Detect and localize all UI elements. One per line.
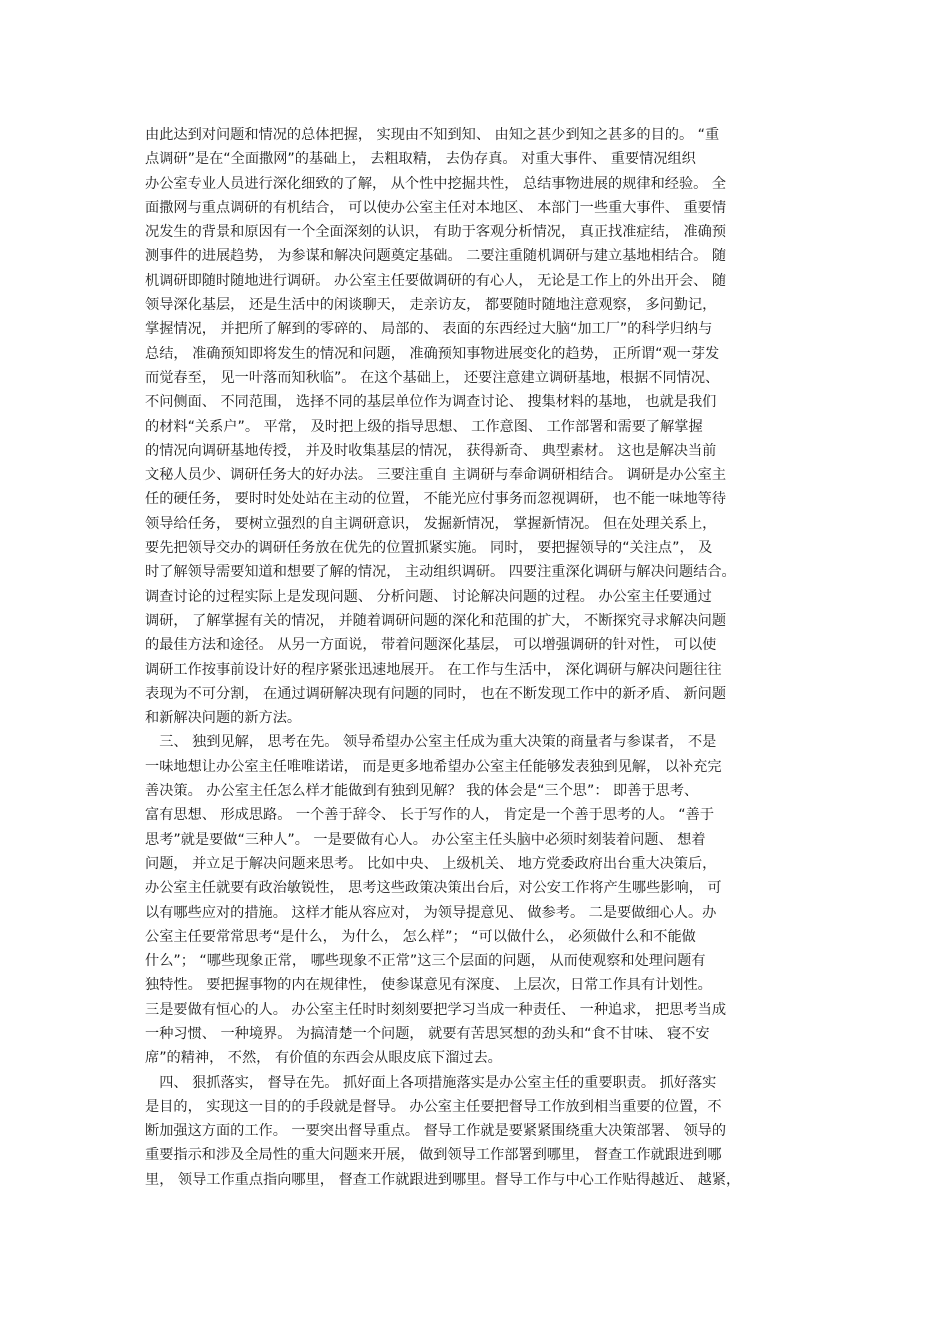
text-line: 办公室主任就要有政治敏锐性， 思考这些政策决策出台后，对公安工作将产生哪些影响， 可 <box>145 880 722 897</box>
text-line: 掌握情况， 并把所了解到的零碎的、 局部的、 表面的东西经过大脑“加工厂”的科学归纳与 <box>145 321 713 338</box>
text-line: 机调研即随时随地进行调研。 办公室主任要做调研的有心人， 无论是工作上的外出开会、 随 <box>145 272 727 289</box>
text-line: 面撒网与重点调研的有机结合， 可以使办公室主任对本地区、 本部门一些重大事件、 重要情 <box>145 199 727 216</box>
text-line: 富有思想、 形成思路。 一个善于辞令、 长于写作的人， 肯定是一个善于思考的人。 “善于 <box>145 807 715 824</box>
text-line: 重要指示和涉及全局性的重大问题来开展， 做到领导工作部署到哪里， 督查工作就跟进到哪 <box>145 1147 722 1164</box>
text-line: 公室主任要常常思考“是什么， 为什么， 怎么样”； “可以做什么， 必须做什么和不能做 <box>145 928 696 945</box>
text-line: 一种习惯、 一种境界。 为搞清楚一个问题， 就要有苦思冥想的劲头和“食不甘味、 寝不安 <box>145 1025 710 1042</box>
text-line: 善决策。 办公室主任怎么样才能做到有独到见解？ 我的体会是“三个思”： 即善于思考、 <box>145 783 699 800</box>
document-body <box>145 123 813 1192</box>
paragraph <box>145 123 813 730</box>
text-line: 调研， 了解掌握有关的情况， 并随着调研问题的深化和范围的扩大， 不断探究寻求解决问题 <box>145 612 727 629</box>
text-line: 调研工作按事前设计好的程序紧张迅速地展开。 在工作与生活中， 深化调研与解决问题往往 <box>145 661 722 678</box>
text-line: 什么”； “哪些现象正常， 哪些现象不正常”这三个层面的问题， 从而使观察和处理问题有 <box>145 953 706 970</box>
paragraph <box>145 1071 813 1192</box>
text-line: 一味地想让办公室主任唯唯诺诺， 而是更多地希望办公室主任能够发表独到见解， 以补充完 <box>145 758 722 775</box>
text-line: 点调研”是在“全面撒网”的基础上， 去粗取精， 去伪存真。 对重大事件、 重要情况组织 <box>145 151 696 168</box>
text-line: 文秘人员少、调研任务大的好办法。 三要注重自 主调研与奉命调研相结合。 调研是办公室主 <box>145 467 727 484</box>
text-line: 时了解领导需要知道和想要了解的情况， 主动组织调研。 四要注重深化调研与解决问题结合。 <box>145 564 736 581</box>
text-line: 思考”就是要做“三种人”。 一是要做有心人。 办公室主任头脑中必须时刻装着问题、 想着 <box>145 831 706 848</box>
text-line: 三是要做有恒心的人。 办公室主任时时刻刻要把学习当成一种责任、 一种追求， 把思考当成 <box>145 1001 727 1018</box>
text-line: 的材料“关系户”。 平常， 及时把上级的指导思想、 工作意图、 工作部署和需要了解掌握 <box>145 418 703 435</box>
text-line: 的情况向调研基地传授， 并及时收集基层的情况， 获得新奇、 典型素材。 这也是解决当前 <box>145 442 717 459</box>
text-line: 表现为不可分割， 在通过调研解决现有问题的同时， 也在不断发现工作中的新矛盾、 新问题 <box>145 685 727 702</box>
text-line: 和新解决问题的新方法。 <box>145 710 302 727</box>
text-line: 问题， 并立足于解决问题来思考。 比如中央、 上级机关、 地方党委政府出台重大决策后， <box>145 855 717 872</box>
text-line: 调查讨论的过程实际上是发现问题、 分析问题、 讨论解决问题的过程。 办公室主任要通过 <box>145 588 712 605</box>
text-line: 不问侧面、 不同范围， 选择不同的基层单位作为调查讨论、 搜集材料的基地， 也就是我们 <box>145 394 717 411</box>
text-line: 以有哪些应对的措施。 这样才能从容应对， 为领导提意见、 做参考。 二是要做细心人。办 <box>145 904 717 921</box>
text-line: 三、 独到见解， 思考在先。 领导希望办公室主任成为重大决策的商量者与参谋者， 不是 <box>145 734 717 751</box>
text-line: 里， 领导工作重点指向哪里， 督查工作就跟进到哪里。督导工作与中心工作贴得越近、 越紧， <box>145 1171 741 1188</box>
text-line: 任的硬任务， 要时时处处站在主动的位置， 不能光应付事务而忽视调研， 也不能一味地等待 <box>145 491 727 508</box>
text-line: 断加强这方面的工作。 一要突出督导重点。 督导工作就是要紧紧围绕重大决策部署、 领导的 <box>145 1123 727 1140</box>
paragraph <box>145 730 813 1070</box>
text-line: 测事件的进展趋势， 为参谋和解决问题奠定基础。 二要注重随机调研与建立基地相结合。 随 <box>145 248 727 265</box>
text-line: 席”的精神， 不然， 有价值的东西会从眼皮底下溜过去。 <box>145 1050 502 1067</box>
text-line: 是目的， 实现这一目的的手段就是督导。 办公室主任要把督导工作放到相当重要的位置，不 <box>145 1098 722 1115</box>
text-line: 要先把领导交办的调研任务放在优先的位置抓紧实施。 同时， 要把握领导的“关注点”， 及 <box>145 540 713 557</box>
text-line: 领导深化基层， 还是生活中的闲谈聊天， 走亲访友， 都要随时随地注意观察， 多问勤记， <box>145 297 717 314</box>
text-line: 的最佳方法和途径。 从另一方面说， 带着问题深化基层， 可以增强调研的针对性， 可以使 <box>145 637 717 654</box>
text-line: 独特性。 要把握事物的内在规律性， 使参谋意见有深度、 上层次，日常工作具有计划性。 <box>145 977 712 994</box>
text-line: 由此达到对问题和情况的总体把握， 实现由不知到知、 由知之甚少到知之甚多的目的。 “重 <box>145 127 720 143</box>
text-line: 四、 狠抓落实， 督导在先。 抓好面上各项措施落实是办公室主任的重要职责。 抓好落实 <box>145 1074 717 1091</box>
text-line: 总结， 准确预知即将发生的情况和问题， 准确预知事物进展变化的趋势， 正所谓“观一芽发 <box>145 345 720 362</box>
text-line: 领导给任务， 要树立强烈的自主调研意识， 发掘新情况， 掌握新情况。 但在处理关系上， <box>145 515 717 532</box>
text-line: 办公室专业人员进行深化细致的了解， 从个性中挖掘共性， 总结事物进展的规律和经验。 全 <box>145 175 727 192</box>
text-line: 而觉春至， 见一叶落而知秋临”。 在这个基础上， 还要注意建立调研基地，根据不同情况、 <box>145 369 720 386</box>
text-line: 况发生的背景和原因有一个全面深刻的认识， 有助于客观分析情况， 真正找准症结， 准确预 <box>145 224 727 241</box>
